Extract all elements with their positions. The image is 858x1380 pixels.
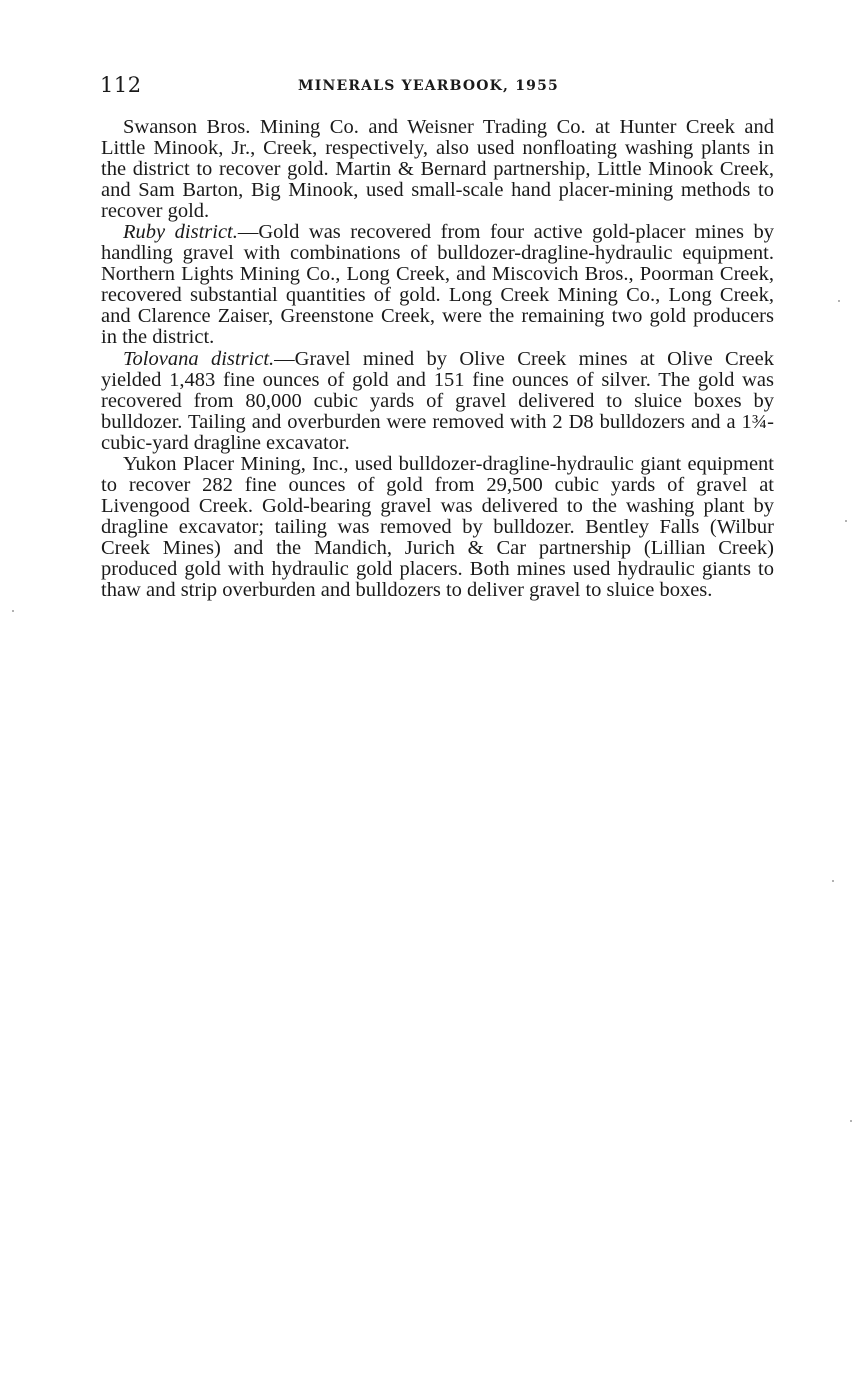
paragraph-yukon-placer-mining: [101, 454, 774, 601]
scan-speck: [832, 880, 834, 882]
page-number: 112: [100, 73, 142, 97]
paragraph-tolovana-district: [101, 349, 774, 454]
paragraph-text: Yukon Placer Mining, Inc., used bulldozer-dragline-hydraulic giant equipment to recover 282 fine ounces of gold from 29,500 cubic yards of gravel at Livengood Creek. Gold-bearing gravel was delivered to the washing plant by dragline excavator; tailing was removed by bulldozer. Bentley Falls (Wilbur Creek Mines) and the Mandich, Jurich & Car partnership (Lillian Creek) produced gold with hydraulic gold placers. Both mines used hydraulic giants to thaw and strip overburden and bulldozers to deliver gravel to sluice boxes.: [101, 452, 774, 602]
ruby-district-heading: Ruby district.: [123, 221, 238, 244]
scan-speck: [845, 520, 847, 522]
paragraph-text: —Gold was recovered from four active gold-placer mines by handling gravel with combinations of bulldozer-dragline-hydraulic equipment. Northern Lights Mining Co., Long Creek, and Miscovich Bros., Poorman Creek, recovered substantial quantities of gold. Long Creek Mining Co., Long Creek, and Clarence Zaiser, Greenstone Creek, were the remaining two gold producers in the district.: [101, 221, 774, 349]
tolovana-district-heading: Tolovana district.: [123, 347, 275, 370]
paragraph-ruby-district: [101, 222, 774, 348]
scan-speck: [850, 1120, 852, 1122]
scan-speck: [838, 300, 840, 302]
running-title: MINERALS YEARBOOK, 1955: [298, 78, 559, 94]
paragraph-text: Swanson Bros. Mining Co. and Weisner Trading Co. at Hunter Creek and Little Minook, Jr., Creek, respectively, also used nonfloating washing plants in the district to recover gold. Martin & Bernard partnership, Little Minook Creek, and Sam Barton, Big Minook, used small-scale hand placer-mining methods to recover gold.: [101, 116, 774, 223]
scan-speck: [12, 610, 14, 612]
running-header: [100, 70, 774, 100]
paragraph-swanson-bros: [101, 117, 774, 222]
paragraph-text: —Gravel mined by Olive Creek mines at Olive Creek yielded 1,483 fine ounces of gold and 151 fine ounces of silver. The gold was recovered from 80,000 cubic yards of gravel delivered to sluice boxes by bulldozer. Tailing and overburden were removed with 2 D8 bulldozers and a 1¾-cubic-yard dragline excavator.: [101, 347, 775, 454]
body-text: [101, 117, 774, 601]
